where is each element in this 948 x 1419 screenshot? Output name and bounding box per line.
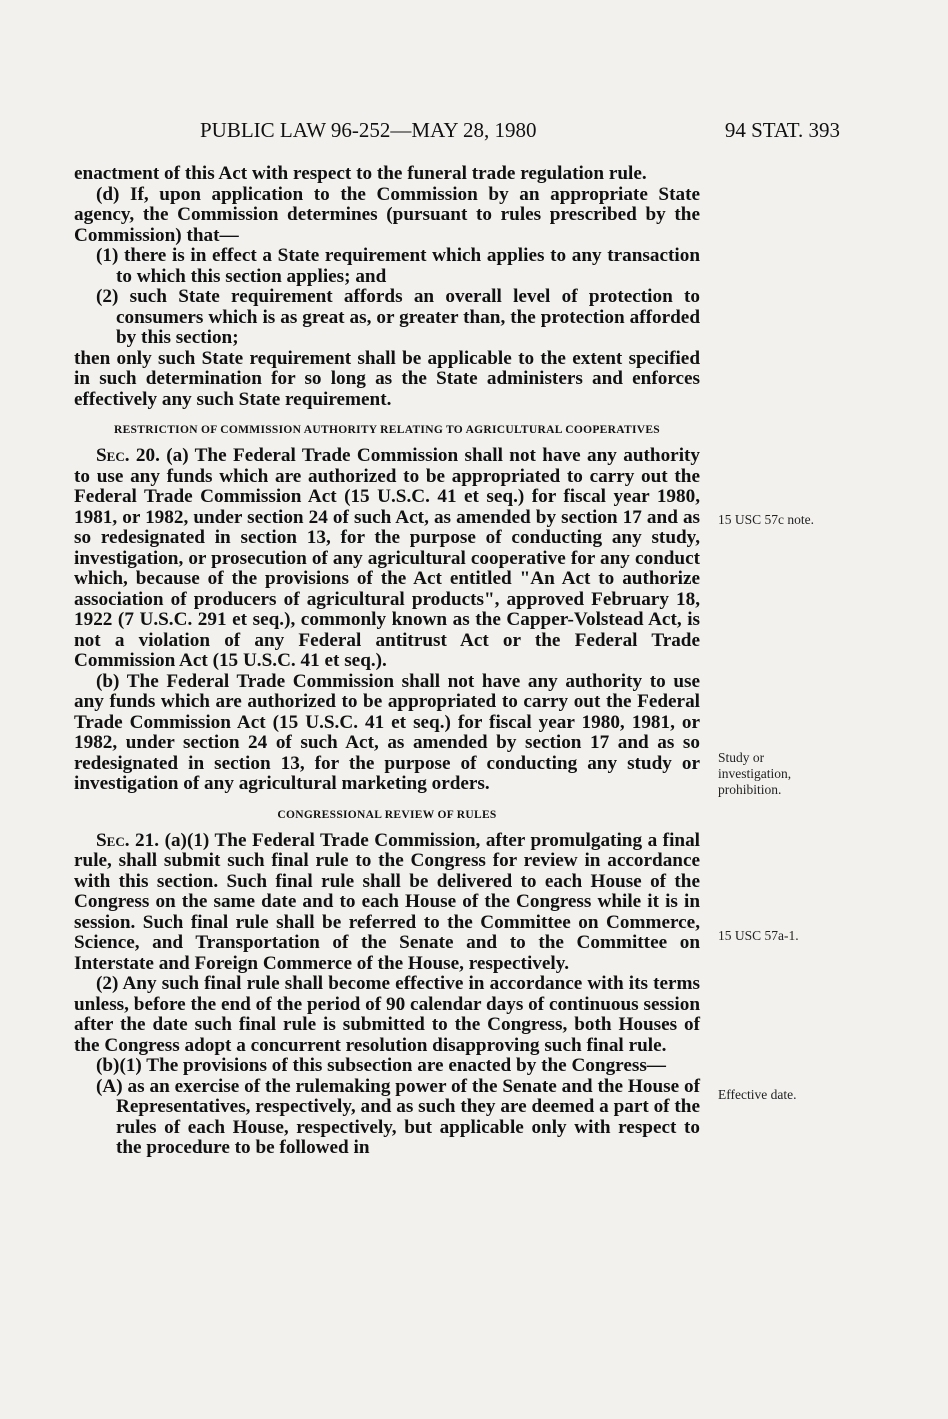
- paragraph: enactment of this Act with respect to the funeral trade regulation rule.: [74, 163, 647, 184]
- section-label: Sec. 20.: [96, 445, 160, 466]
- margin-note-citation: 15 USC 57c note.: [718, 512, 814, 527]
- section-20-paragraph: [74, 446, 700, 672]
- paragraph: (b) The Federal Trade Commission shall not have any authority to use any funds which are authorized to be appropriated to carry out the Federal Trade Commission Act (15 U.S.C. 41 et seq.) for fiscal year 1980, 1981, or 1982, under section 24 of such Act, as amended by section 17 and as so redesignated in section 13, for the purpose of conducting any study or investigation of any agricultural marketing orders.: [74, 670, 700, 794]
- paragraph-text: (a)(1) The Federal Trade Commission, after promulgating a final rule, shall submit such final rule to the Congress for review in accordance with this section. Such final rule shall be delivered to each House of the Congress on the same date and to each House of the Congress while it is in session. Such final rule shall be referred to the Committee on Commerce, Science, and Transportation of the Senate and to the Committee on Interstate and Foreign Commerce of the House, respectively.: [74, 829, 701, 974]
- paragraph: then only such State requirement shall be applicable to the extent specified in such determination for so long as the State administers and enforces effectively any such State requirement.: [74, 347, 700, 410]
- paragraph: (d) If, upon application to the Commission by an appropriate State agency, the Commission determines (pursuant to rules prescribed by the Commission) that—: [74, 183, 700, 246]
- paragraph: (2) Any such final rule shall become effective in accordance with its terms unless, before the end of the period of 90 calendar days of continuous session after the date such final rule is submitted to the Congress, both Houses of the Congress adopt a concurrent resolution disapproving such final rule.: [74, 973, 700, 1056]
- list-item: (1) there is in effect a State requirement which applies to any transaction to which this section applies; and: [96, 245, 700, 287]
- page-header: [200, 118, 840, 148]
- list-item: (2) such State requirement affords an overall level of protection to consumers which is as great as, or greater than, the protection afforded by this section;: [96, 286, 700, 348]
- section-label: Sec. 21.: [96, 829, 160, 851]
- section-heading: RESTRICTION OF COMMISSION AUTHORITY RELATING TO AGRICULTURAL COOPERATIVES: [113, 424, 660, 436]
- list-item: (A) as an exercise of the rulemaking power of the Senate and the House of Representatives, respectively, and as such they are deemed a part of the rules of each House, respectively, but applicable only with respect to the procedure to be followed in: [96, 1075, 700, 1158]
- section-heading: CONGRESSIONAL REVIEW OF RULES: [277, 808, 497, 821]
- header-stat-page: 94 STAT. 393: [724, 118, 840, 142]
- margin-note-study: Study or investigation, prohibition.: [718, 750, 792, 797]
- margin-note-effective-date: Effective date.: [718, 1087, 797, 1102]
- paragraph: (b)(1) The provisions of this subsection are enacted by the Congress—: [96, 1055, 666, 1076]
- paragraph-text: (a) The Federal Trade Commission shall not have any authority to use any funds which are authorized to be appropriated to carry out the Federal Trade Commission Act (15 U.S.C. 41 et seq.) for fiscal year 1980, 1981, or 1982, under section 24 of such Act, as amended by section 17 and as so redesignated in section 13, for the purpose of conducting any study, investigation, or prosecution of any agricultural cooperative for any conduct which, because of the provisions of the Act entitled "An Act to authorize association of producers of agricultural products", approved February 18, 1922 (7 U.S.C. 291 et seq.), commonly known as the Capper-Volstead Act, is not a violation of any Federal antitrust Act or the Federal Trade Commission Act (15 U.S.C. 41 et seq.).: [74, 445, 701, 671]
- main-text-column: [74, 164, 700, 1159]
- section-21-paragraph: [74, 831, 700, 975]
- margin-note-citation: 15 USC 57a-1.: [718, 928, 799, 943]
- header-title: PUBLIC LAW 96-252—MAY 28, 1980: [200, 118, 537, 142]
